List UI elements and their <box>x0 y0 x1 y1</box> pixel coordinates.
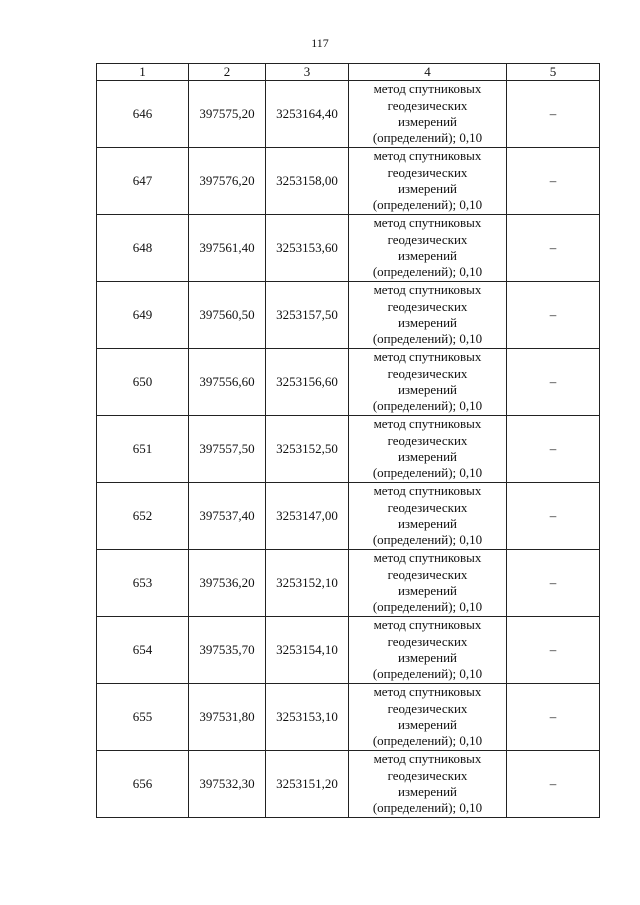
table-row <box>97 215 600 282</box>
note-cell <box>507 148 600 215</box>
method-cell <box>349 684 507 751</box>
point-number-cell <box>97 349 189 416</box>
point-number-text: 648 <box>132 240 153 255</box>
method-cell <box>349 550 507 617</box>
point-number-text: 652 <box>132 508 153 523</box>
method-cell <box>349 215 507 282</box>
table-row <box>97 617 600 684</box>
table-row <box>97 483 600 550</box>
y-coordinate-cell <box>266 349 349 416</box>
note-text: – <box>549 307 557 322</box>
x-coordinate-cell <box>189 148 266 215</box>
table-row <box>97 148 600 215</box>
point-number-cell <box>97 617 189 684</box>
method-cell <box>349 416 507 483</box>
note-text: – <box>549 240 557 255</box>
note-cell <box>507 617 600 684</box>
table-row <box>97 416 600 483</box>
note-text: – <box>549 508 557 523</box>
note-text: – <box>549 374 557 389</box>
point-number-text: 651 <box>132 441 153 456</box>
x-coordinate-text: 397575,20 <box>199 106 255 121</box>
method-cell <box>349 81 507 148</box>
method-cell <box>349 148 507 215</box>
method-text: метод спутниковых геодезических измерений (определений); 0,10 <box>372 81 483 146</box>
note-text: – <box>549 106 557 121</box>
method-text: метод спутниковых геодезических измерений (определений); 0,10 <box>372 684 483 749</box>
method-text: метод спутниковых геодезических измерений (определений); 0,10 <box>372 215 483 280</box>
y-coordinate-cell <box>266 215 349 282</box>
y-coordinate-cell <box>266 148 349 215</box>
x-coordinate-cell <box>189 215 266 282</box>
note-cell <box>507 81 600 148</box>
point-number-cell <box>97 215 189 282</box>
column-header: 5 <box>507 64 600 81</box>
x-coordinate-text: 397532,30 <box>199 776 255 791</box>
x-coordinate-text: 397560,50 <box>199 307 255 322</box>
point-number-text: 656 <box>132 776 153 791</box>
note-text: – <box>549 173 557 188</box>
y-coordinate-cell <box>266 81 349 148</box>
point-number-text: 647 <box>132 173 153 188</box>
x-coordinate-text: 397561,40 <box>199 240 255 255</box>
method-cell <box>349 617 507 684</box>
table-row <box>97 684 600 751</box>
point-number-text: 650 <box>132 374 153 389</box>
y-coordinate-cell <box>266 684 349 751</box>
y-coordinate-text: 3253153,10 <box>276 709 338 724</box>
note-text: – <box>549 642 557 657</box>
y-coordinate-cell <box>266 550 349 617</box>
method-cell <box>349 349 507 416</box>
method-text: метод спутниковых геодезических измерений (определений); 0,10 <box>372 617 483 682</box>
point-number-text: 655 <box>132 709 153 724</box>
x-coordinate-cell <box>189 617 266 684</box>
y-coordinate-text: 3253158,00 <box>276 173 338 188</box>
x-coordinate-cell <box>189 282 266 349</box>
point-number-cell <box>97 684 189 751</box>
table-row <box>97 282 600 349</box>
point-number-text: 649 <box>132 307 153 322</box>
y-coordinate-cell <box>266 617 349 684</box>
table-row <box>97 81 600 148</box>
y-coordinate-text: 3253157,50 <box>276 307 338 322</box>
y-coordinate-text: 3253147,00 <box>276 508 338 523</box>
y-coordinate-cell <box>266 483 349 550</box>
y-coordinate-text: 3253164,40 <box>276 106 338 121</box>
x-coordinate-cell <box>189 550 266 617</box>
point-number-cell <box>97 282 189 349</box>
method-text: метод спутниковых геодезических измерений (определений); 0,10 <box>372 148 483 213</box>
method-cell <box>349 483 507 550</box>
method-text: метод спутниковых геодезических измерений (определений); 0,10 <box>372 483 483 548</box>
note-cell <box>507 550 600 617</box>
point-number-cell <box>97 550 189 617</box>
x-coordinate-cell <box>189 751 266 818</box>
x-coordinate-text: 397531,80 <box>199 709 255 724</box>
method-text: метод спутниковых геодезических измерений (определений); 0,10 <box>372 550 483 615</box>
table-header-row <box>97 64 600 81</box>
page-number: 117 <box>311 36 329 50</box>
point-number-text: 646 <box>132 106 153 121</box>
method-text: метод спутниковых геодезических измерений (определений); 0,10 <box>372 349 483 414</box>
table-row <box>97 751 600 818</box>
y-coordinate-cell <box>266 416 349 483</box>
method-cell <box>349 751 507 818</box>
point-number-text: 653 <box>132 575 153 590</box>
table-row <box>97 349 600 416</box>
note-text: – <box>549 709 557 724</box>
note-cell <box>507 349 600 416</box>
x-coordinate-cell <box>189 416 266 483</box>
y-coordinate-text: 3253151,20 <box>276 776 338 791</box>
y-coordinate-text: 3253154,10 <box>276 642 338 657</box>
note-text: – <box>549 776 557 791</box>
table-row <box>97 550 600 617</box>
note-text: – <box>549 575 557 590</box>
column-header: 3 <box>266 64 349 81</box>
y-coordinate-text: 3253153,60 <box>276 240 338 255</box>
x-coordinate-text: 397557,50 <box>199 441 255 456</box>
method-text: метод спутниковых геодезических измерений (определений); 0,10 <box>372 282 483 347</box>
note-text: – <box>549 441 557 456</box>
note-cell <box>507 416 600 483</box>
method-cell <box>349 282 507 349</box>
point-number-text: 654 <box>132 642 153 657</box>
x-coordinate-text: 397556,60 <box>199 374 255 389</box>
column-header: 2 <box>189 64 266 81</box>
note-cell <box>507 282 600 349</box>
x-coordinate-cell <box>189 483 266 550</box>
column-header: 4 <box>349 64 507 81</box>
point-number-cell <box>97 148 189 215</box>
x-coordinate-text: 397535,70 <box>199 642 255 657</box>
note-cell <box>507 751 600 818</box>
x-coordinate-text: 397537,40 <box>199 508 255 523</box>
x-coordinate-text: 397536,20 <box>199 575 255 590</box>
y-coordinate-text: 3253156,60 <box>276 374 338 389</box>
x-coordinate-cell <box>189 81 266 148</box>
note-cell <box>507 483 600 550</box>
note-cell <box>507 684 600 751</box>
point-number-cell <box>97 483 189 550</box>
y-coordinate-text: 3253152,10 <box>276 575 338 590</box>
x-coordinate-cell <box>189 349 266 416</box>
point-number-cell <box>97 81 189 148</box>
coordinates-table <box>96 63 600 818</box>
y-coordinate-cell <box>266 282 349 349</box>
note-cell <box>507 215 600 282</box>
x-coordinate-text: 397576,20 <box>199 173 255 188</box>
y-coordinate-text: 3253152,50 <box>276 441 338 456</box>
point-number-cell <box>97 751 189 818</box>
point-number-cell <box>97 416 189 483</box>
method-text: метод спутниковых геодезических измерений (определений); 0,10 <box>372 416 483 481</box>
method-text: метод спутниковых геодезических измерений (определений); 0,10 <box>372 751 483 816</box>
x-coordinate-cell <box>189 684 266 751</box>
column-header: 1 <box>97 64 189 81</box>
y-coordinate-cell <box>266 751 349 818</box>
